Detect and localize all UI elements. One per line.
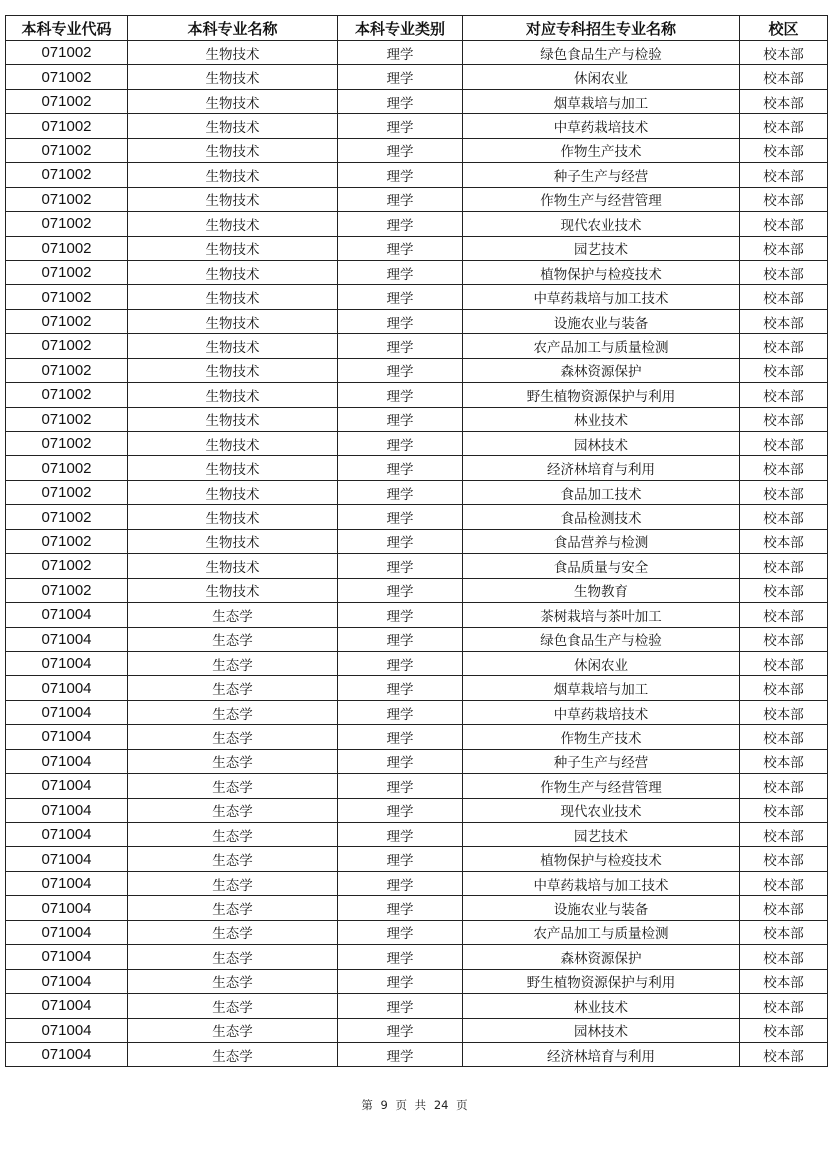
cell-college-major-name: 食品质量与安全 — [463, 554, 740, 578]
cell-undergrad-name: 生物技术 — [128, 554, 338, 578]
cell-campus: 校本部 — [740, 65, 828, 89]
cell-campus: 校本部 — [740, 847, 828, 871]
cell-campus: 校本部 — [740, 603, 828, 627]
table-row — [6, 847, 828, 871]
cell-undergrad-name: 生态学 — [128, 969, 338, 993]
cell-campus: 校本部 — [740, 163, 828, 187]
table-row — [6, 383, 828, 407]
table-row — [6, 163, 828, 187]
cell-undergrad-category: 理学 — [338, 920, 463, 944]
table-row — [6, 1042, 828, 1066]
cell-undergrad-code: 071002 — [6, 578, 128, 602]
cell-undergrad-name: 生态学 — [128, 700, 338, 724]
cell-undergrad-category: 理学 — [338, 114, 463, 138]
cell-undergrad-name: 生态学 — [128, 896, 338, 920]
cell-undergrad-code: 071002 — [6, 529, 128, 553]
table-row — [6, 554, 828, 578]
table-row — [6, 994, 828, 1018]
table-row — [6, 309, 828, 333]
table-row — [6, 896, 828, 920]
cell-undergrad-code: 071002 — [6, 138, 128, 162]
cell-undergrad-name: 生态学 — [128, 749, 338, 773]
cell-college-major-name: 植物保护与检疫技术 — [463, 260, 740, 284]
cell-college-major-name: 作物生产与经营管理 — [463, 774, 740, 798]
cell-undergrad-code: 071002 — [6, 89, 128, 113]
cell-campus: 校本部 — [740, 334, 828, 358]
table-row — [6, 920, 828, 944]
cell-undergrad-category: 理学 — [338, 285, 463, 309]
cell-undergrad-category: 理学 — [338, 505, 463, 529]
cell-undergrad-code: 071004 — [6, 969, 128, 993]
cell-undergrad-code: 071004 — [6, 700, 128, 724]
cell-college-major-name: 种子生产与经营 — [463, 163, 740, 187]
header-undergrad-name: 本科专业名称 — [128, 16, 338, 41]
cell-undergrad-code: 071004 — [6, 651, 128, 675]
cell-campus: 校本部 — [740, 41, 828, 65]
cell-undergrad-name: 生物技术 — [128, 114, 338, 138]
cell-undergrad-code: 071004 — [6, 798, 128, 822]
cell-undergrad-name: 生态学 — [128, 994, 338, 1018]
cell-undergrad-category: 理学 — [338, 749, 463, 773]
cell-undergrad-category: 理学 — [338, 212, 463, 236]
cell-undergrad-code: 071002 — [6, 285, 128, 309]
cell-undergrad-category: 理学 — [338, 700, 463, 724]
cell-campus: 校本部 — [740, 456, 828, 480]
cell-campus: 校本部 — [740, 260, 828, 284]
cell-college-major-name: 绿色食品生产与检验 — [463, 41, 740, 65]
cell-undergrad-category: 理学 — [338, 358, 463, 382]
cell-college-major-name: 中草药栽培与加工技术 — [463, 285, 740, 309]
cell-undergrad-code: 071002 — [6, 212, 128, 236]
cell-undergrad-name: 生物技术 — [128, 456, 338, 480]
cell-undergrad-code: 071002 — [6, 309, 128, 333]
table-row — [6, 334, 828, 358]
cell-undergrad-category: 理学 — [338, 163, 463, 187]
cell-undergrad-name: 生态学 — [128, 725, 338, 749]
cell-college-major-name: 中草药栽培与加工技术 — [463, 871, 740, 895]
header-campus: 校区 — [740, 16, 828, 41]
cell-college-major-name: 食品检测技术 — [463, 505, 740, 529]
cell-undergrad-code: 071004 — [6, 871, 128, 895]
cell-undergrad-category: 理学 — [338, 138, 463, 162]
cell-college-major-name: 林业技术 — [463, 994, 740, 1018]
cell-college-major-name: 烟草栽培与加工 — [463, 676, 740, 700]
table-row — [6, 456, 828, 480]
cell-campus: 校本部 — [740, 1018, 828, 1042]
cell-college-major-name: 园林技术 — [463, 1018, 740, 1042]
cell-undergrad-code: 071004 — [6, 945, 128, 969]
cell-undergrad-category: 理学 — [338, 871, 463, 895]
cell-undergrad-code: 071004 — [6, 603, 128, 627]
cell-undergrad-name: 生态学 — [128, 774, 338, 798]
cell-undergrad-code: 071002 — [6, 480, 128, 504]
cell-undergrad-name: 生物技术 — [128, 138, 338, 162]
table-row — [6, 651, 828, 675]
cell-undergrad-name: 生物技术 — [128, 187, 338, 211]
table-body — [6, 41, 828, 1067]
cell-campus: 校本部 — [740, 725, 828, 749]
table-row — [6, 945, 828, 969]
cell-campus: 校本部 — [740, 871, 828, 895]
cell-undergrad-category: 理学 — [338, 236, 463, 260]
cell-undergrad-name: 生态学 — [128, 847, 338, 871]
cell-undergrad-name: 生态学 — [128, 603, 338, 627]
cell-undergrad-category: 理学 — [338, 823, 463, 847]
table-row — [6, 871, 828, 895]
cell-campus: 校本部 — [740, 1042, 828, 1066]
cell-undergrad-code: 071002 — [6, 432, 128, 456]
cell-undergrad-name: 生态学 — [128, 823, 338, 847]
cell-undergrad-name: 生物技术 — [128, 41, 338, 65]
table-row — [6, 627, 828, 651]
table-row — [6, 407, 828, 431]
cell-campus: 校本部 — [740, 505, 828, 529]
cell-undergrad-name: 生物技术 — [128, 285, 338, 309]
table-header — [6, 16, 828, 41]
cell-undergrad-category: 理学 — [338, 969, 463, 993]
cell-campus: 校本部 — [740, 480, 828, 504]
cell-campus: 校本部 — [740, 774, 828, 798]
cell-undergrad-code: 071002 — [6, 358, 128, 382]
cell-campus: 校本部 — [740, 700, 828, 724]
cell-college-major-name: 现代农业技术 — [463, 212, 740, 236]
cell-undergrad-name: 生物技术 — [128, 309, 338, 333]
cell-undergrad-category: 理学 — [338, 725, 463, 749]
cell-undergrad-name: 生物技术 — [128, 163, 338, 187]
cell-campus: 校本部 — [740, 212, 828, 236]
cell-college-major-name: 农产品加工与质量检测 — [463, 920, 740, 944]
cell-undergrad-category: 理学 — [338, 1018, 463, 1042]
cell-undergrad-category: 理学 — [338, 627, 463, 651]
cell-undergrad-category: 理学 — [338, 994, 463, 1018]
cell-undergrad-category: 理学 — [338, 847, 463, 871]
header-college-major-name: 对应专科招生专业名称 — [463, 16, 740, 41]
cell-campus: 校本部 — [740, 285, 828, 309]
cell-undergrad-code: 071004 — [6, 847, 128, 871]
cell-campus: 校本部 — [740, 798, 828, 822]
cell-undergrad-category: 理学 — [338, 480, 463, 504]
cell-undergrad-name: 生态学 — [128, 651, 338, 675]
cell-campus: 校本部 — [740, 138, 828, 162]
cell-campus: 校本部 — [740, 187, 828, 211]
cell-undergrad-category: 理学 — [338, 456, 463, 480]
cell-undergrad-code: 071004 — [6, 994, 128, 1018]
cell-college-major-name: 森林资源保护 — [463, 945, 740, 969]
cell-undergrad-category: 理学 — [338, 554, 463, 578]
cell-college-major-name: 森林资源保护 — [463, 358, 740, 382]
cell-undergrad-category: 理学 — [338, 676, 463, 700]
table-row — [6, 823, 828, 847]
table-row — [6, 480, 828, 504]
cell-college-major-name: 经济林培育与利用 — [463, 1042, 740, 1066]
cell-undergrad-code: 071002 — [6, 187, 128, 211]
cell-campus: 校本部 — [740, 651, 828, 675]
cell-undergrad-name: 生物技术 — [128, 529, 338, 553]
cell-campus: 校本部 — [740, 945, 828, 969]
table-row — [6, 749, 828, 773]
cell-undergrad-category: 理学 — [338, 65, 463, 89]
table-row — [6, 236, 828, 260]
cell-undergrad-name: 生物技术 — [128, 432, 338, 456]
cell-campus: 校本部 — [740, 309, 828, 333]
cell-college-major-name: 茶树栽培与茶叶加工 — [463, 603, 740, 627]
cell-undergrad-category: 理学 — [338, 89, 463, 113]
cell-undergrad-code: 071002 — [6, 383, 128, 407]
table-row — [6, 65, 828, 89]
cell-undergrad-category: 理学 — [338, 407, 463, 431]
cell-undergrad-name: 生物技术 — [128, 358, 338, 382]
cell-campus: 校本部 — [740, 358, 828, 382]
cell-undergrad-name: 生态学 — [128, 627, 338, 651]
cell-college-major-name: 农产品加工与质量检测 — [463, 334, 740, 358]
cell-campus: 校本部 — [740, 676, 828, 700]
cell-undergrad-name: 生态学 — [128, 920, 338, 944]
table-row — [6, 676, 828, 700]
cell-college-major-name: 中草药栽培技术 — [463, 700, 740, 724]
cell-undergrad-code: 071004 — [6, 627, 128, 651]
cell-college-major-name: 园林技术 — [463, 432, 740, 456]
cell-undergrad-name: 生物技术 — [128, 65, 338, 89]
cell-campus: 校本部 — [740, 749, 828, 773]
cell-undergrad-category: 理学 — [338, 578, 463, 602]
cell-undergrad-code: 071002 — [6, 407, 128, 431]
table-row — [6, 138, 828, 162]
table-row — [6, 1018, 828, 1042]
cell-undergrad-name: 生物技术 — [128, 383, 338, 407]
cell-undergrad-name: 生态学 — [128, 871, 338, 895]
cell-undergrad-code: 071004 — [6, 823, 128, 847]
cell-undergrad-code: 071004 — [6, 749, 128, 773]
cell-college-major-name: 作物生产技术 — [463, 138, 740, 162]
cell-undergrad-name: 生态学 — [128, 798, 338, 822]
cell-undergrad-code: 071004 — [6, 896, 128, 920]
cell-undergrad-code: 071002 — [6, 456, 128, 480]
cell-undergrad-name: 生态学 — [128, 1042, 338, 1066]
cell-undergrad-category: 理学 — [338, 260, 463, 284]
cell-undergrad-category: 理学 — [338, 529, 463, 553]
cell-undergrad-category: 理学 — [338, 1042, 463, 1066]
page-number: 第 9 页 共 24 页 — [361, 1098, 468, 1112]
table-row — [6, 774, 828, 798]
cell-campus: 校本部 — [740, 578, 828, 602]
cell-undergrad-code: 071002 — [6, 260, 128, 284]
cell-campus: 校本部 — [740, 994, 828, 1018]
table-row — [6, 187, 828, 211]
cell-college-major-name: 园艺技术 — [463, 236, 740, 260]
table-row — [6, 285, 828, 309]
cell-undergrad-name: 生物技术 — [128, 407, 338, 431]
cell-undergrad-code: 071002 — [6, 334, 128, 358]
table-row — [6, 529, 828, 553]
cell-undergrad-code: 071004 — [6, 676, 128, 700]
cell-campus: 校本部 — [740, 89, 828, 113]
cell-undergrad-name: 生物技术 — [128, 89, 338, 113]
cell-college-major-name: 生物教育 — [463, 578, 740, 602]
cell-college-major-name: 绿色食品生产与检验 — [463, 627, 740, 651]
cell-campus: 校本部 — [740, 236, 828, 260]
cell-campus: 校本部 — [740, 529, 828, 553]
cell-undergrad-category: 理学 — [338, 603, 463, 627]
header-undergrad-code: 本科专业代码 — [6, 16, 128, 41]
cell-undergrad-name: 生态学 — [128, 945, 338, 969]
cell-undergrad-name: 生物技术 — [128, 212, 338, 236]
table-row — [6, 358, 828, 382]
cell-undergrad-name: 生物技术 — [128, 480, 338, 504]
table-row — [6, 798, 828, 822]
cell-undergrad-code: 071004 — [6, 774, 128, 798]
cell-college-major-name: 作物生产技术 — [463, 725, 740, 749]
cell-undergrad-category: 理学 — [338, 309, 463, 333]
table-row — [6, 89, 828, 113]
cell-undergrad-category: 理学 — [338, 187, 463, 211]
cell-undergrad-name: 生物技术 — [128, 260, 338, 284]
cell-college-major-name: 现代农业技术 — [463, 798, 740, 822]
cell-undergrad-code: 071002 — [6, 41, 128, 65]
cell-undergrad-code: 071004 — [6, 1018, 128, 1042]
header-undergrad-category: 本科专业类别 — [338, 16, 463, 41]
major-mapping-table — [5, 15, 828, 1067]
cell-college-major-name: 野生植物资源保护与利用 — [463, 969, 740, 993]
cell-campus: 校本部 — [740, 114, 828, 138]
cell-undergrad-code: 071004 — [6, 725, 128, 749]
cell-college-major-name: 植物保护与检疫技术 — [463, 847, 740, 871]
cell-college-major-name: 林业技术 — [463, 407, 740, 431]
table-row — [6, 505, 828, 529]
cell-undergrad-name: 生物技术 — [128, 334, 338, 358]
cell-college-major-name: 烟草栽培与加工 — [463, 89, 740, 113]
table-row — [6, 212, 828, 236]
cell-college-major-name: 休闲农业 — [463, 651, 740, 675]
cell-undergrad-category: 理学 — [338, 945, 463, 969]
cell-college-major-name: 经济林培育与利用 — [463, 456, 740, 480]
cell-college-major-name: 休闲农业 — [463, 65, 740, 89]
cell-undergrad-code: 071002 — [6, 236, 128, 260]
cell-undergrad-name: 生物技术 — [128, 236, 338, 260]
cell-campus: 校本部 — [740, 407, 828, 431]
table-row — [6, 41, 828, 65]
cell-campus: 校本部 — [740, 383, 828, 407]
cell-campus: 校本部 — [740, 969, 828, 993]
cell-undergrad-category: 理学 — [338, 432, 463, 456]
cell-college-major-name: 中草药栽培技术 — [463, 114, 740, 138]
header-row — [6, 16, 828, 41]
cell-college-major-name: 设施农业与装备 — [463, 309, 740, 333]
cell-campus: 校本部 — [740, 920, 828, 944]
cell-college-major-name: 食品加工技术 — [463, 480, 740, 504]
cell-college-major-name: 种子生产与经营 — [463, 749, 740, 773]
table-row — [6, 432, 828, 456]
cell-undergrad-code: 071004 — [6, 920, 128, 944]
cell-undergrad-code: 071004 — [6, 1042, 128, 1066]
cell-undergrad-category: 理学 — [338, 334, 463, 358]
cell-undergrad-category: 理学 — [338, 651, 463, 675]
table-row — [6, 578, 828, 602]
table-row — [6, 603, 828, 627]
cell-college-major-name: 野生植物资源保护与利用 — [463, 383, 740, 407]
cell-undergrad-category: 理学 — [338, 774, 463, 798]
cell-undergrad-category: 理学 — [338, 41, 463, 65]
cell-undergrad-category: 理学 — [338, 383, 463, 407]
cell-campus: 校本部 — [740, 627, 828, 651]
cell-college-major-name: 作物生产与经营管理 — [463, 187, 740, 211]
cell-undergrad-code: 071002 — [6, 65, 128, 89]
table-row — [6, 700, 828, 724]
cell-undergrad-code: 071002 — [6, 114, 128, 138]
cell-college-major-name: 设施农业与装备 — [463, 896, 740, 920]
cell-undergrad-category: 理学 — [338, 896, 463, 920]
cell-undergrad-code: 071002 — [6, 505, 128, 529]
table-row — [6, 114, 828, 138]
table-row — [6, 725, 828, 749]
cell-undergrad-code: 071002 — [6, 163, 128, 187]
cell-campus: 校本部 — [740, 554, 828, 578]
cell-college-major-name: 食品营养与检测 — [463, 529, 740, 553]
cell-college-major-name: 园艺技术 — [463, 823, 740, 847]
cell-undergrad-name: 生物技术 — [128, 505, 338, 529]
cell-undergrad-name: 生态学 — [128, 1018, 338, 1042]
cell-undergrad-category: 理学 — [338, 798, 463, 822]
cell-campus: 校本部 — [740, 823, 828, 847]
cell-campus: 校本部 — [740, 432, 828, 456]
table-row — [6, 260, 828, 284]
cell-campus: 校本部 — [740, 896, 828, 920]
cell-undergrad-name: 生物技术 — [128, 578, 338, 602]
table-row — [6, 969, 828, 993]
cell-undergrad-name: 生态学 — [128, 676, 338, 700]
cell-undergrad-code: 071002 — [6, 554, 128, 578]
